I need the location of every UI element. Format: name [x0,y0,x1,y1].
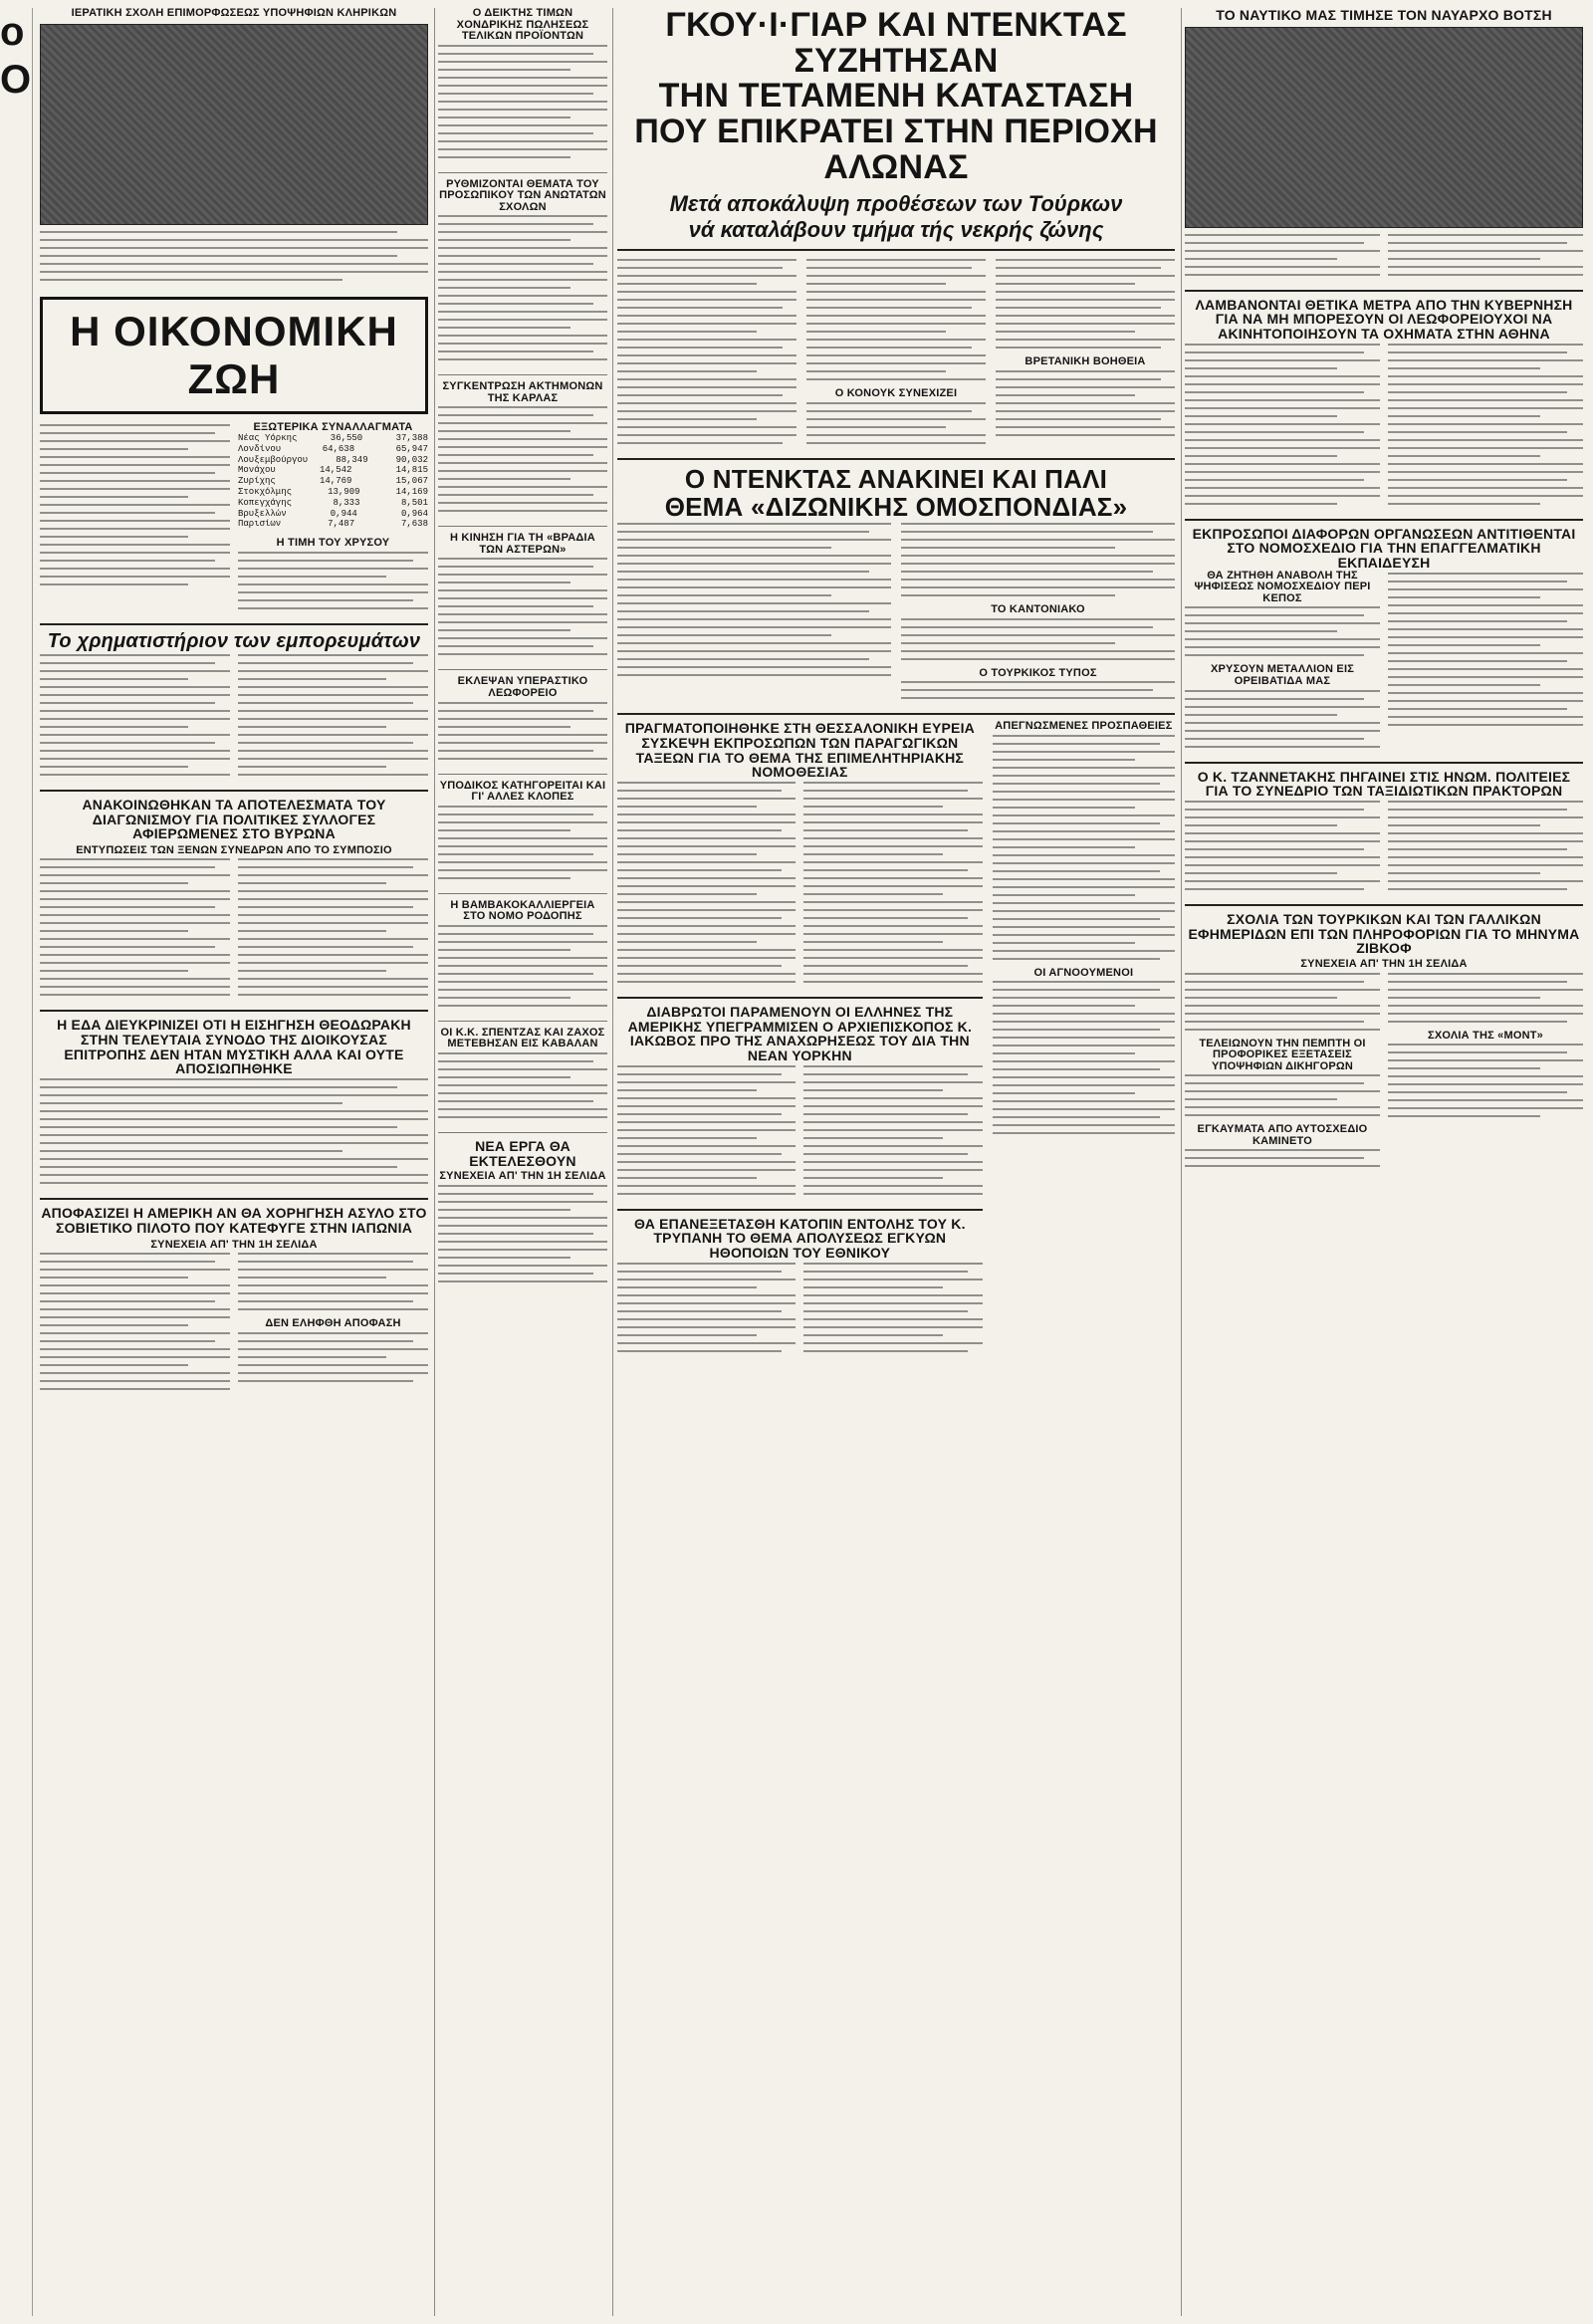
article-subheadline: ΘΑ ΖΗΤΗΘΗ ΑΝΑΒΟΛΗ ΤΗΣ ΨΗΦΙΣΕΩΣ ΝΟΜΟΣΧΕΔΙΟΥ ΠΕΡΙ ΚΕΠΟΣ [1194,569,1371,604]
article-subheadline: ΔΕΝ ΕΛΗΦΘΗ ΑΠΟΦΑΣΗ [265,1317,401,1330]
article-headline [617,466,1175,521]
divider [438,172,607,173]
divider [40,790,428,792]
divider [438,526,607,527]
article-body [438,923,607,1015]
edge-letter: Ο [0,58,32,102]
headline-line: ΤΗΝ ΤΕΤΑΜΕΝΗ ΚΑΤΑΣΤΑΣΗ [658,77,1134,116]
article-subheadline: ΤΕΛΕΙΩΝΟΥΝ ΤΗΝ ΠΕΜΠΤΗ ΟΙ ΠΡΟΦΟΡΙΚΕΣ ΕΞΕΤΑΣΕΙΣ ΥΠΟΨΗΦΙΩΝ ΔΙΚΗΓΟΡΩΝ [1199,1037,1366,1072]
headline-line: ΘΕΜΑ «ΔΙΖΩΝΙΚΗΣ ΟΜΟΣΠΟΝΔΙΑΣ» [664,491,1128,522]
forex-row: Κοπεγχάγης 8,333 8,501 [238,497,428,508]
divider [617,997,983,999]
photo-clergy-school [40,24,428,225]
divider [438,669,607,670]
article-subheadline: ΣΥΝΕΧΕΙΑ ΑΠ' ΤΗΝ 1Η ΣΕΛΙΔΑ [150,1238,318,1251]
article-headline: Η ΒΑΜΒΑΚΟΚΑΛΛΙΕΡΓΕΙΑ ΣΤΟ ΝΟΜΟ ΡΟΔΟΠΗΣ [450,898,595,923]
article-headline: ΕΚΛΕΨΑΝ ΥΠΕΡΑΣΤΙΚΟ ΛΕΩΦΟΡΕΙΟ [457,675,588,700]
article-headline: Ο Κ. ΤΖΑΝΝΕΤΑΚΗΣ ΠΗΓΑΙΝΕΙ ΣΤΙΣ ΗΝΩΜ. ΠΟΛΙΤΕΙΕΣ ΓΙΑ ΤΟ ΣΥΝΕΔΡΙΟ ΤΩΝ ΤΑΞΙΔΙΩΤΙΚΩΝ ΠΡΑΚΤΟΡΩΝ [1197,768,1571,800]
article-headline: ΡΥΘΜΙΖΟΝΤΑΙ ΘΕΜΑΤΑ ΤΟΥ ΠΡΟΣΩΠΙΚΟΥ ΤΩΝ ΑΝΩΤΑΤΩΝ ΣΧΟΛΩΝ [439,177,606,213]
article-subheadline: ΕΓΚΑΥΜΑΤΑ ΑΠΟ ΑΥΤΟΣΧΕΔΙΟ ΚΑΜΙΝΕΤΟ [1197,1123,1368,1147]
article-headline: ΛΑΜΒΑΝΟΝΤΑΙ ΘΕΤΙΚΑ ΜΕΤΡΑ ΑΠΟ ΤΗΝ ΚΥΒΕΡΝΗΣΗ ΓΙΑ ΝΑ ΜΗ ΜΠΟΡΕΣΟΥΝ ΟΙ ΛΕΩΦΟΡΕΙΟΥΧΟΙ ΝΑ ΑΚΙΝΗΤΟΠΟΙΗΣΟΥΝ ΤΑ ΟΧΗΜΑΤΑ ΣΤΗΝ ΑΘΗΝΑ [1195,296,1573,343]
forex-row: Παρισίων 7,487 7,638 [238,519,428,530]
divider [438,774,607,775]
article-body [1185,799,1583,898]
markets-body [40,652,428,784]
edge-letters [0,8,32,104]
article-subheadline: ΣΥΝΕΧΕΙΑ ΑΠ' ΤΗΝ 1Η ΣΕΛΙΔΑ [439,1170,606,1183]
article-body [1185,571,1583,756]
text-block [40,422,230,593]
subheadline-line: νά καταλάβουν τμήμα τής νεκρής ζώνης [688,217,1104,243]
article-headline: Ο ΔΕΙΚΤΗΣ ΤΙΜΩΝ ΧΟΝΔΡΙΚΗΣ ΠΩΛΗΣΕΩΣ ΤΕΛΙΚΩΝ ΠΡΟΪΟΝΤΩΝ [456,8,589,43]
divider [40,1198,428,1200]
divider [438,374,607,375]
article-subheadline: Ο ΤΟΥΡΚΙΚΟΣ ΤΥΠΟΣ [979,666,1097,679]
article-headline: ΑΠΟΦΑΣΙΖΕΙ Η ΑΜΕΡΙΚΗ ΑΝ ΘΑ ΧΟΡΗΓΗΣΗ ΑΣΥΛΟ ΣΤΟ ΣΟΒΙΕΤΙΚΟ ΠΙΛΟΤΟ ΠΟΥ ΚΑΤΕΦΥΓΕ ΣΤΗΝ ΙΑΠΩΝΙΑ [41,1205,427,1236]
divider [617,249,1175,251]
divider [1185,762,1583,764]
forex-row: Λονδίνου 64,638 65,947 [238,443,428,454]
clipped-edge [0,8,33,2316]
economy-tables [40,422,428,617]
column-rule [612,8,613,2316]
article-headline: ΝΕΑ ΕΡΓΑ ΘΑ ΕΚΤΕΛΕΣΘΟΥΝ [469,1137,576,1169]
article-body [617,521,1175,707]
divider [1185,519,1583,521]
article-subheadline: ΧΡΥΣΟΥΝ ΜΕΤΑΛΛΙΟΝ ΕΙΣ ΟΡΕΙΒΑΤΙΔΑ ΜΑΣ [1210,663,1355,687]
divider [617,458,1175,460]
article-subheadline: ΑΠΕΓΝΩΣΜΕΝΕΣ ΠΡΟΣΠΑΘΕΙΕΣ [995,720,1173,733]
article-body [438,700,607,768]
divider [1185,904,1583,906]
article-body [438,213,607,368]
article-body [40,1076,428,1192]
divider [438,893,607,894]
lead-body [617,257,1175,452]
article-body [1185,971,1583,1176]
article-subheadline: Ο ΚΟΝΟΥΚ ΣΥΝΕΧΙΖΕΙ [834,387,958,400]
headline-line: ΓΚΟΥ·Ι·ΓΙΑΡ ΚΑΙ ΝΤΕΝΚΤΑΣ ΣΥΖΗΤΗΣΑΝ [665,8,1127,80]
divider [617,1209,983,1211]
divider [40,1010,428,1012]
article-body [438,804,607,887]
forex-row: Νέας Υόρκης 36,550 37,388 [238,433,428,444]
article-subheadline: ΕΝΤΥΠΩΣΕΙΣ ΤΩΝ ΞΕΝΩΝ ΣΥΝΕΔΡΩΝ ΑΠΟ ΤΟ ΣΥΜΠΟΣΙΟ [76,843,392,856]
forex-heading: ΕΞΩΤΕΡΙΚΑ ΣΥΝΑΛΛΑΓΜΑΤΑ [253,420,413,433]
column-rule [1181,8,1182,2316]
headline-line: ΠΟΥ ΕΠΙΚΡΑΤΕΙ ΣΤΗΝ ΠΕΡΙΟΧΗ ΑΛΩΝΑΣ [634,113,1158,186]
article-headline: ΟΙ Κ.Κ. ΣΠΕΝΤΖΑΣ ΚΑΙ ΖΑΧΟΣ ΜΕΤΕΒΗΣΑΝ ΕΙΣ ΚΑΒΑΛΑΝ [440,1026,605,1050]
markets-heading: Το χρηματιστήριον των εμπορευμάτων [47,629,421,652]
column-3 [617,8,1175,2316]
forex-row: Λουξεμβούργου 88,349 90,032 [238,454,428,465]
forex-table [238,433,428,530]
photo-navy-ceremony [1185,27,1583,228]
lead-subheadline [617,191,1175,243]
text-block [238,550,428,617]
divider [617,713,1175,715]
article-headline: Η ΚΙΝΗΣΗ ΓΙΑ ΤΗ «ΒΡΑΔΙΑ ΤΩΝ ΑΣΤΕΡΩΝ» [450,532,595,556]
article-subheadline: ΣΥΝΕΧΕΙΑ ΑΠ' ΤΗΝ 1Η ΣΕΛΙΔΑ [1300,957,1468,970]
column-1 [40,8,428,2316]
article-headline: Η ΕΔΑ ΔΙΕΥΚΡΙΝΙΖΕΙ ΟΤΙ Η ΕΙΣΗΓΗΣΗ ΘΕΟΔΩΡΑΚΗ ΣΤΗΝ ΤΕΛΕΥΤΑΙΑ ΣΥΝΟΔΟ ΤΗΣ ΔΙΟΙΚΟΥΣΑΣ ΕΠΙΤΡΟΠΗΣ ΔΕΝ ΗΤΑΝ ΜΥΣΤΙΚΗ ΑΛΛΑ ΚΑΙ ΟΥΤΕ ΑΠΟΣΙΩΠΗΘΗΚΕ [57,1017,411,1077]
divider [1185,290,1583,292]
section-title-economy: Η ΟΙΚΟΝΟΜΙΚΗ ΖΩΗ [40,297,428,414]
article-body [438,1183,607,1290]
article-body [438,43,607,166]
article-headline: ΙΕΡΑΤΙΚΗ ΣΧΟΛΗ ΕΠΙΜΟΡΦΩΣΕΩΣ ΥΠΟΨΗΦΙΩΝ ΚΛΗΡΙΚΩΝ [71,8,397,19]
article-body [1185,342,1583,513]
article-headline: ΘΑ ΕΠΑΝΕΞΕΤΑΣΘΗ ΚΑΤΟΠΙΝ ΕΝΤΟΛΗΣ ΤΟΥ Κ. ΤΡΥΠΑΝΗ ΤΟ ΘΕΜΑ ΑΠΟΛΥΣΕΩΣ ΕΓΚΥΩΝ ΗΘΟΠΟΙΩΝ ΤΟΥ ΕΘΝΙΚΟΥ [634,1215,966,1261]
article-subheadline: ΣΧΟΛΙΑ ΤΗΣ «ΜΟΝΤ» [1428,1029,1543,1042]
article-headline: ΣΥΓΚΕΝΤΡΩΣΗ ΑΚΤΗΜΟΝΩΝ ΤΗΣ ΚΑΡΛΑΣ [442,380,603,404]
article-headline: ΑΝΑΚΟΙΝΩΘΗΚΑΝ ΤΑ ΑΠΟΤΕΛΕΣΜΑΤΑ ΤΟΥ ΔΙΑΓΩΝΙΣΜΟΥ ΓΙΑ ΠΟΛΙΤΙΚΕΣ ΣΥΛΛΟΓΕΣ ΑΦΙΕΡΩΜΕΝΕΣ ΣΤΟ ΒΥΡΩΝΑ [82,796,386,842]
article-body [40,856,428,1004]
article-headline: ΕΚΠΡΟΣΩΠΟΙ ΔΙΑΦΟΡΩΝ ΟΡΓΑΝΩΣΕΩΝ ΑΝΤΙΤΙΘΕΝΤΑΙ ΣΤΟ ΝΟΜΟΣΧΕΔΙΟ ΓΙΑ ΤΗΝ ΕΠΑΓΓΕΛΜΑΤΙΚΗ ΕΚΠΑΙΔΕΥΣΗ [1192,525,1576,572]
photo-caption-lines [40,229,428,289]
divider [438,1132,607,1133]
article-headline: ΥΠΟΔΙΚΟΣ ΚΑΤΗΓΟΡΕΙΤΑΙ ΚΑΙ ΓΙ' ΑΛΛΕΣ ΚΛΟΠΕΣ [439,779,606,804]
forex-row: Στοκχόλμης 13,909 14,169 [238,487,428,498]
article-headline: ΔΙΑΒΡΩΤΟΙ ΠΑΡΑΜΕΝΟΥΝ ΟΙ ΕΛΛΗΝΕΣ ΤΗΣ ΑΜΕΡΙΚΗΣ ΥΠΕΓΡΑΜΜΙΣΕΝ Ο ΑΡΧΙΕΠΙΣΚΟΠΟΣ Κ. ΙΑΚΩΒΟΣ ΠΡΟ ΤΗΣ ΑΝΑΧΩΡΗΣΕΩΣ ΤΟΥ ΔΙΑ ΤΗΝ ΝΕΑΝ ΥΟΡΚΗΝ [627,1003,973,1063]
article-subheadline: ΟΙ ΑΓΝΟΟΥΜΕΝΟΙ [1033,966,1134,979]
column-4 [1185,8,1583,2316]
edge-letter: ο [0,10,25,54]
article-body [438,1050,607,1126]
subheadline-line: Μετά αποκάλυψη προθέσεων των Τούρκων [669,191,1123,217]
forex-row: Βρυξελλών 0,944 0,964 [238,508,428,519]
article-body [40,1251,428,1398]
headline-line: Ο ΝΤΕΝΚΤΑΣ ΑΝΑΚΙΝΕΙ ΚΑΙ ΠΑΛΙ [684,464,1108,495]
gold-heading: Η ΤΙΜΗ ΤΟΥ ΧΡΥΣΟΥ [276,537,390,550]
lower-section [617,721,1175,1360]
article-headline: ΠΡΑΓΜΑΤΟΠΟΙΗΘΗΚΕ ΣΤΗ ΘΕΣΣΑΛΟΝΙΚΗ ΕΥΡΕΙΑ ΣΥΣΚΕΨΗ ΕΚΠΡΟΣΩΠΩΝ ΤΩΝ ΠΑΡΑΓΩΓΙΚΩΝ ΤΑΞΕΩΝ ΓΙΑ ΤΟ ΘΕΜΑ ΤΗΣ ΕΠΙΜΕΛΗΤΗΡΙΑΚΗΣ ΝΟΜΟΘΕΣΙΑΣ [624,720,975,781]
divider [40,623,428,625]
column-rule [434,8,435,2316]
divider [438,1021,607,1022]
forex-row: Ζυρίχης 14,769 15,067 [238,476,428,487]
article-subheadline: ΤΟ ΚΑΝΤΟΝΙΑΚΟ [991,603,1085,616]
column-2 [438,8,607,2316]
article-headline: ΣΧΟΛΙΑ ΤΩΝ ΤΟΥΡΚΙΚΩΝ ΚΑΙ ΤΩΝ ΓΑΛΛΙΚΩΝ ΕΦΗΜΕΡΙΔΩΝ ΕΠΙ ΤΩΝ ΠΛΗΡΟΦΟΡΙΩΝ ΓΙΑ ΤΟ ΜΗΝΥΜΑ ΖΙΒΚΟΦ [1188,910,1580,957]
photo-caption [1185,232,1583,284]
article-subheadline: ΒΡΕΤΑΝΙΚΗ ΒΟΗΘΕΙΑ [1024,355,1146,368]
forex-row: Μονάχου 14,542 14,815 [238,465,428,476]
lead-headline [617,8,1175,185]
article-headline: ΤΟ ΝΑΥΤΙΚΟ ΜΑΣ ΤΙΜΗΣΕ ΤΟΝ ΝΑΥΑΡΧΟ ΒΟΤΣΗ [1216,8,1552,23]
article-body [438,556,607,663]
article-body [438,404,607,520]
